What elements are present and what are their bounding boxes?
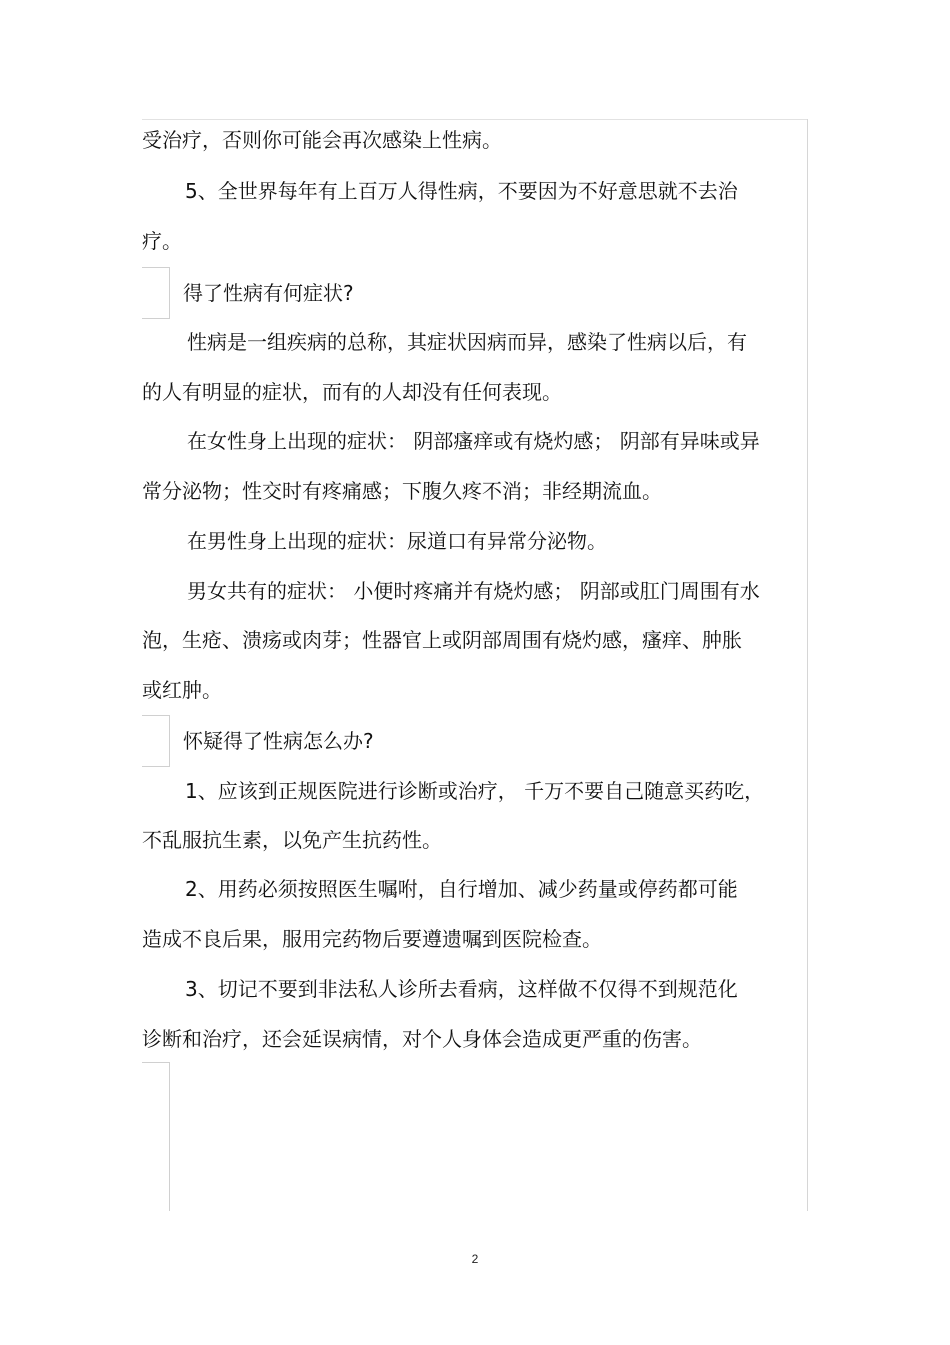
- text-line: 在男性身上出现的症状：尿道口有异常分泌物。: [187, 529, 607, 553]
- trailing-box: [142, 1062, 170, 1065]
- text-line: 5、全世界每年有上百万人得性病，不要因为不好意思就不去治: [185, 179, 738, 203]
- text-line: 受治疗，否则你可能会再次感染上性病。: [142, 128, 502, 152]
- section-heading: 怀疑得了性病怎么办?: [183, 729, 374, 753]
- text-line: 泡，生疮、溃疡或肉芽；性器官上或阴部周围有烧灼感，瘙痒、肿胀: [142, 628, 742, 652]
- text-line: 或红肿。: [142, 678, 222, 702]
- text-line: 男女共有的症状： 小便时疼痛并有烧灼感； 阴部或肛门周围有水: [187, 579, 760, 603]
- text-line: 1、应该到正规医院进行诊断或治疗， 千万不要自己随意买药吃，: [185, 779, 765, 803]
- text-line: 在女性身上出现的症状： 阴部瘙痒或有烧灼感； 阴部有异味或异: [187, 429, 760, 453]
- text-line: 诊断和治疗，还会延误病情，对个人身体会造成更严重的伤害。: [142, 1027, 702, 1051]
- text-line: 疗。: [142, 229, 182, 253]
- heading-box-2: [142, 715, 170, 767]
- page-frame-top: [142, 119, 808, 120]
- page-frame-right: [807, 119, 808, 1211]
- text-line: 2、用药必须按照医生嘱咐，自行增加、减少药量或停药都可能: [185, 877, 738, 901]
- text-line: 性病是一组疾病的总称，其症状因病而异，感染了性病以后，有: [187, 330, 747, 354]
- heading-box-1: [142, 267, 170, 319]
- page-number: 2: [471, 1252, 479, 1266]
- text-line: 常分泌物；性交时有疼痛感；下腹久疼不消；非经期流血。: [142, 479, 662, 503]
- section-heading: 得了性病有何症状?: [183, 281, 354, 305]
- text-line: 的人有明显的症状，而有的人却没有任何表现。: [142, 380, 562, 404]
- trailing-box-edge: [169, 1062, 170, 1211]
- text-line: 造成不良后果，服用完药物后要遵遗嘱到医院检查。: [142, 927, 602, 951]
- text-line: 不乱服抗生素，以免产生抗药性。: [142, 828, 442, 852]
- text-line: 3、切记不要到非法私人诊所去看病，这样做不仅得不到规范化: [185, 977, 738, 1001]
